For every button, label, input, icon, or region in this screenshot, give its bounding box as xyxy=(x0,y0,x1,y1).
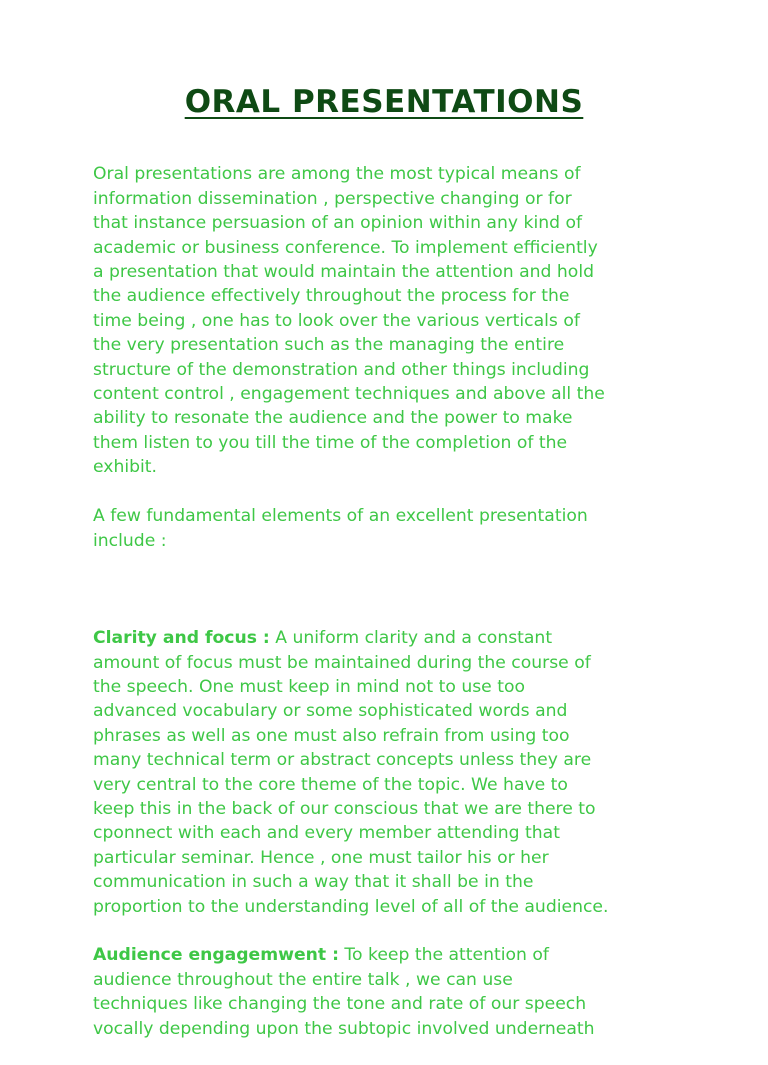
page-title: ORAL PRESENTATIONS xyxy=(184,84,584,120)
section-text-audience: To keep the attention of audience throughout the entire talk , we can use techniques like changing the tone and rate of our speech vocally depending upon the subtopic involved underneath xyxy=(93,945,595,1039)
elements-intro-paragraph: A few fundamental elements of an excellent presentation include : xyxy=(93,506,588,551)
section-heading-clarity: Clarity and focus : xyxy=(93,628,270,649)
paragraph-spacer xyxy=(93,577,693,601)
document-body xyxy=(93,138,693,1065)
section-audience-engagement xyxy=(93,943,693,1041)
intro-paragraph: Oral presentations are among the most typical means of information dissemination , perspective changing or for that instance persuasion of an opinion within any kind of academic or business conference. To implement efficiently a presentation that would maintain the attention and hold the audience effectively throughout the process for the time being , one has to look over the various verticals of the very presentation such as the managing the entire structure of the demonstration and other things including content control , engagement techniques and above all the ability to resonate the audience and the power to make them listen to you till the time of the completion of the exhibit. xyxy=(93,164,605,478)
section-heading-audience: Audience engagemwent : xyxy=(93,945,339,966)
section-text-clarity: A uniform clarity and a constant amount of focus must be maintained during the course of the speech. One must keep in mind not to use too advanced vocabulary or some sophisticated words and phrases as well as one must also refrain from using too many technical term or abstract concepts unless they are very central to the core theme of the topic. We have to keep this in the back of our conscious that we are there to cponnect with each and every member attending that particular seminar. Hence , one must tailor his or her communication in such a way that it shall be in the proportion to the understanding level of all of the audience. xyxy=(93,628,609,917)
section-clarity-focus xyxy=(93,626,693,919)
